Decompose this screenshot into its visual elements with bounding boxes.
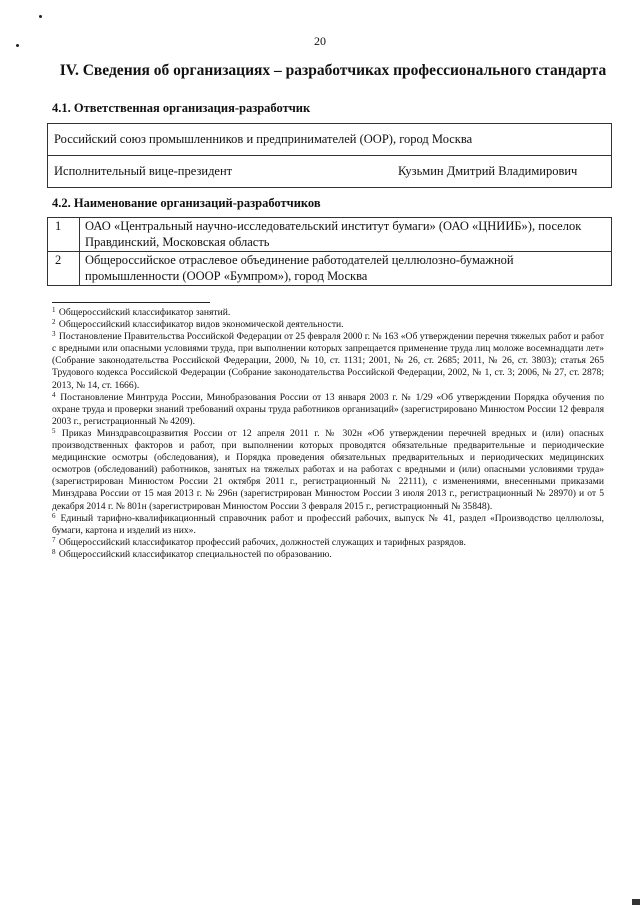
table-row (48, 252, 612, 286)
signatory-name: Кузьмин Дмитрий Владимирович (398, 164, 578, 178)
responsible-org-title: 4.1. Ответственная организация-разработчик (52, 101, 311, 115)
footnote-separator (52, 302, 210, 303)
footnote (52, 331, 604, 391)
footnote (52, 513, 604, 537)
developer-org-name: Общероссийское отраслевое объединение работодателей целлюлозно-бумажной промышленности (ОООР «Бумпром»), город Москва (80, 252, 612, 286)
footnote-text: Постановление Правительства Российской Федерации от 25 февраля 2000 г. № 163 «Об утверждении перечня тяжелых работ и работ с вредными или опасными условиями труда, при выполнении которых запрещается применение труда лиц моложе восемнадцати лет» (Собрание законодательства Российской Федерации, 2000, № 10, ст. 1131; 2001, № 26, ст. 2685; 2011, № 26, ст. 3803); статья 265 Трудового кодекса Российской Федерации (Собрание законодательства Российской Федерации, 2002, № 1, ст. 3; 2006, № 27, ст. 2878; 2013, № 14, ст. 1666). (52, 331, 604, 391)
row-number: 1 (48, 218, 80, 252)
signatory-position: Исполнительный вице-президент (54, 164, 233, 178)
developer-orgs-table (47, 217, 612, 286)
footnote-number: 5 (52, 426, 56, 435)
table-row (48, 156, 612, 188)
footnote-text: Приказ Минздравсоцразвития России от 12 апреля 2011 г. № 302н «Об утверждении перечней вредных и (или) опасных производственных факторов и работ, при выполнении которых проводятся обязательные предварительные и периодические медицинские осмотры (обследования), и Порядка проведения обязательных предварительных и периодических медицинских осмотров (обследований) работников, занятых на тяжелых работах и на работах с вредными и (или) опасными условиями труда» (зарегистрирован Минюстом России 21 октября 2011 г., регистрационный № 22111), с изменениями, внесенными приказами Минздрава России от 15 мая 2013 г. № 296н (зарегистрирован Минюстом России 3 июля 2013 г., регистрационный № 28970) и от 5 декабря 2014 г. № 801н (зарегистрирован Минюстом России 3 февраля 2015 г., регистрационный № 35848). (52, 427, 604, 512)
footnote-text: Общероссийский классификатор профессий рабочих, должностей служащих и тарифных разрядов. (58, 536, 466, 548)
footnote-number: 7 (52, 535, 56, 544)
signatory-cell (48, 156, 612, 188)
table-row (48, 218, 612, 252)
footnote-number: 4 (52, 390, 56, 399)
footnote-number: 3 (52, 330, 56, 339)
footnote (52, 549, 604, 561)
footnote-number: 1 (52, 306, 56, 314)
developer-orgs-title: 4.2. Наименование организаций-разработчиков (52, 196, 321, 210)
section-title: IV. Сведения об организациях – разработчиках профессионального стандарта (59, 62, 607, 79)
developer-org-name: ОАО «Центральный научно-исследовательский институт бумаги» (ОАО «ЦНИИБ»), поселок Правдинский, Московская область (80, 218, 612, 252)
footnotes (52, 307, 604, 561)
footnote (52, 537, 604, 549)
scan-corner-mark (632, 899, 640, 905)
footnote-number: 2 (52, 318, 56, 327)
footnote-text: Постановление Минтруда России, Минобразования России от 13 января 2003 г. № 1/29 «Об утверждении Порядка обучения по охране труда и проверки знаний требований охраны труда работников организаций» (зарегистрировано Минюстом России 12 февраля 2003 г., регистрационный № 4209). (52, 391, 605, 427)
footnote-text: Общероссийский классификатор видов экономической деятельности. (58, 319, 344, 331)
footnote-text: Общероссийский классификатор специальностей по образованию. (58, 548, 332, 560)
footnote (52, 307, 604, 319)
footnote-number: 8 (52, 547, 56, 556)
footnote (52, 392, 604, 428)
footnote (52, 319, 604, 331)
responsible-org-name: Российский союз промышленников и предпринимателей (ООР), город Москва (48, 124, 612, 156)
scan-dot (39, 15, 42, 18)
footnote-text: Общероссийский классификатор занятий. (58, 307, 231, 318)
row-number: 2 (48, 252, 80, 286)
page-number: 20 (314, 34, 326, 48)
table-row (48, 124, 612, 156)
footnote-text: Единый тарифно-квалификационный справочник работ и профессий рабочих, выпуск № 41, раздел «Производство целлюлозы, бумаги, картона и изделий из них». (52, 512, 604, 536)
responsible-org-table (47, 123, 612, 188)
footnote-number: 6 (52, 511, 56, 520)
footnote (52, 428, 604, 513)
